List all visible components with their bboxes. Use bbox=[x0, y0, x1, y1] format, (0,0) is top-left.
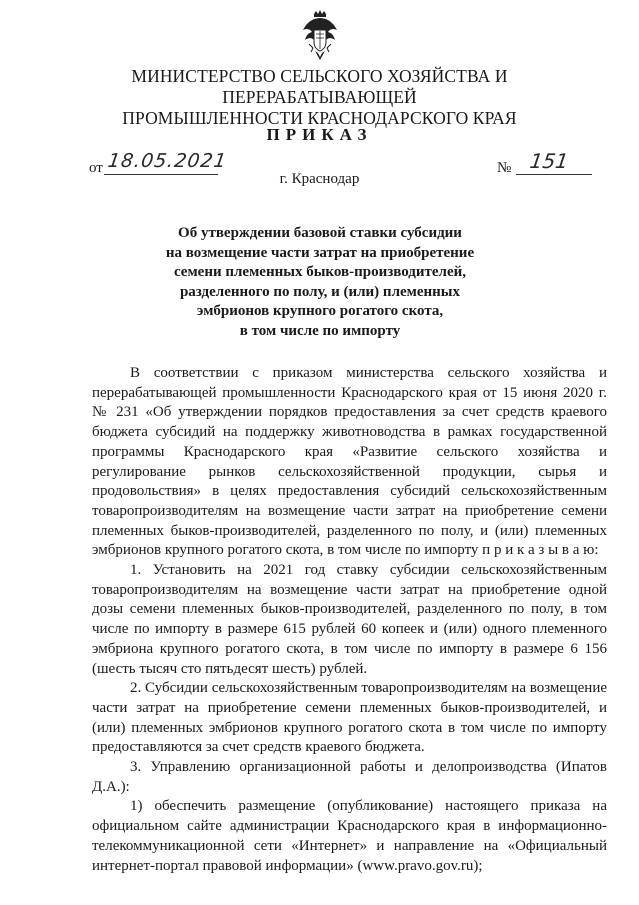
subject-line: семени племенных быков-производителей, bbox=[173, 264, 467, 281]
document-title: ПРИКАЗ bbox=[266, 125, 373, 144]
ministry-name bbox=[60, 66, 579, 129]
body-paragraph-item-1: 1. Установить на 2021 год ставку субсидии сельскохозяйственным товаропроизводителям на возмещение части затрат на приобретение одной дозы семени племенных быков-производителей, разделенного по полу, в том числе по импорту в размере 615 рублей 60 копеек и (или) одного племенного эмбриона крупного рогатого скота, в том числе по импорту в размере 6 156 (шесть тысяч сто пятьдесят шесть) рублей. bbox=[92, 562, 607, 677]
subject-line: эмбрионов крупного рогатого скота, bbox=[196, 303, 444, 320]
body-paragraph-preamble: В соответствии с приказом министерства сельского хозяйства и перерабатывающей промышленности Краснодарского края от 15 июня 2020 г. № 231 «Об утверждении порядков предоставления за счет средств краевого бюджета субсидий на поддержку животноводства в рамках государственной программы Краснодарского края «Развитие сельского хозяйства и регулирование рынков сельскохозяйственной продукции, сырья и продовольствия» в целях предоставления субсидий сельскохозяйственным товаропроизводителям на возмещение части затрат на приобретение семени племенных быков-производителей, разделенного по полу, и (или) племенных эмбрионов крупного рогатого скота, в том числе по импорту п р и к а з ы в а ю: bbox=[92, 365, 607, 559]
order-subject bbox=[150, 224, 490, 342]
subject-line: в том числе по импорту bbox=[239, 322, 401, 339]
body-paragraph-item-3-1: 1) обеспечить размещение (опубликование) настоящего приказа на официальном сайте администрации Краснодарского края в информационно-телекоммуникационной сети «Интернет» и направление на «Официальный интернет-портал правовой информации» (www.pravo.gov.ru); bbox=[92, 798, 607, 874]
coat-of-arms-icon bbox=[301, 10, 339, 62]
handwritten-number: 151 bbox=[528, 149, 570, 173]
subject-line: разделенного по полу, и (или) племенных bbox=[179, 283, 461, 300]
number-prefix: № bbox=[497, 160, 512, 176]
subject-line: Об утверждении базовой ставки субсидии bbox=[178, 225, 462, 241]
ministry-line-1: МИНИСТЕРСТВО СЕЛЬСКОГО ХОЗЯЙСТВА И ПЕРЕРАБАТЫВАЮЩЕЙ bbox=[131, 66, 508, 107]
ministry-line-2: ПРОМЫШЛЕННОСТИ КРАСНОДАРСКОГО КРАЯ bbox=[122, 108, 517, 128]
subject-line: на возмещение части затрат на приобретение bbox=[165, 244, 475, 261]
handwritten-date: 18.05.2021 bbox=[106, 150, 229, 172]
date-prefix: от bbox=[89, 160, 103, 176]
city: г. Краснодар bbox=[279, 171, 360, 187]
order-body bbox=[92, 364, 607, 876]
body-paragraph-item-3: 3. Управлению организационной работы и делопроизводства (Ипатов Д.А.): bbox=[92, 759, 607, 795]
body-paragraph-item-2: 2. Субсидии сельскохозяйственным товаропроизводителям на возмещение части затрат на приобретение семени племенных быков-производителей, и (или) племенных эмбрионов крупного рогатого скота в том числе по импорту предоставляются за счет средств краевого бюджета. bbox=[92, 680, 607, 756]
